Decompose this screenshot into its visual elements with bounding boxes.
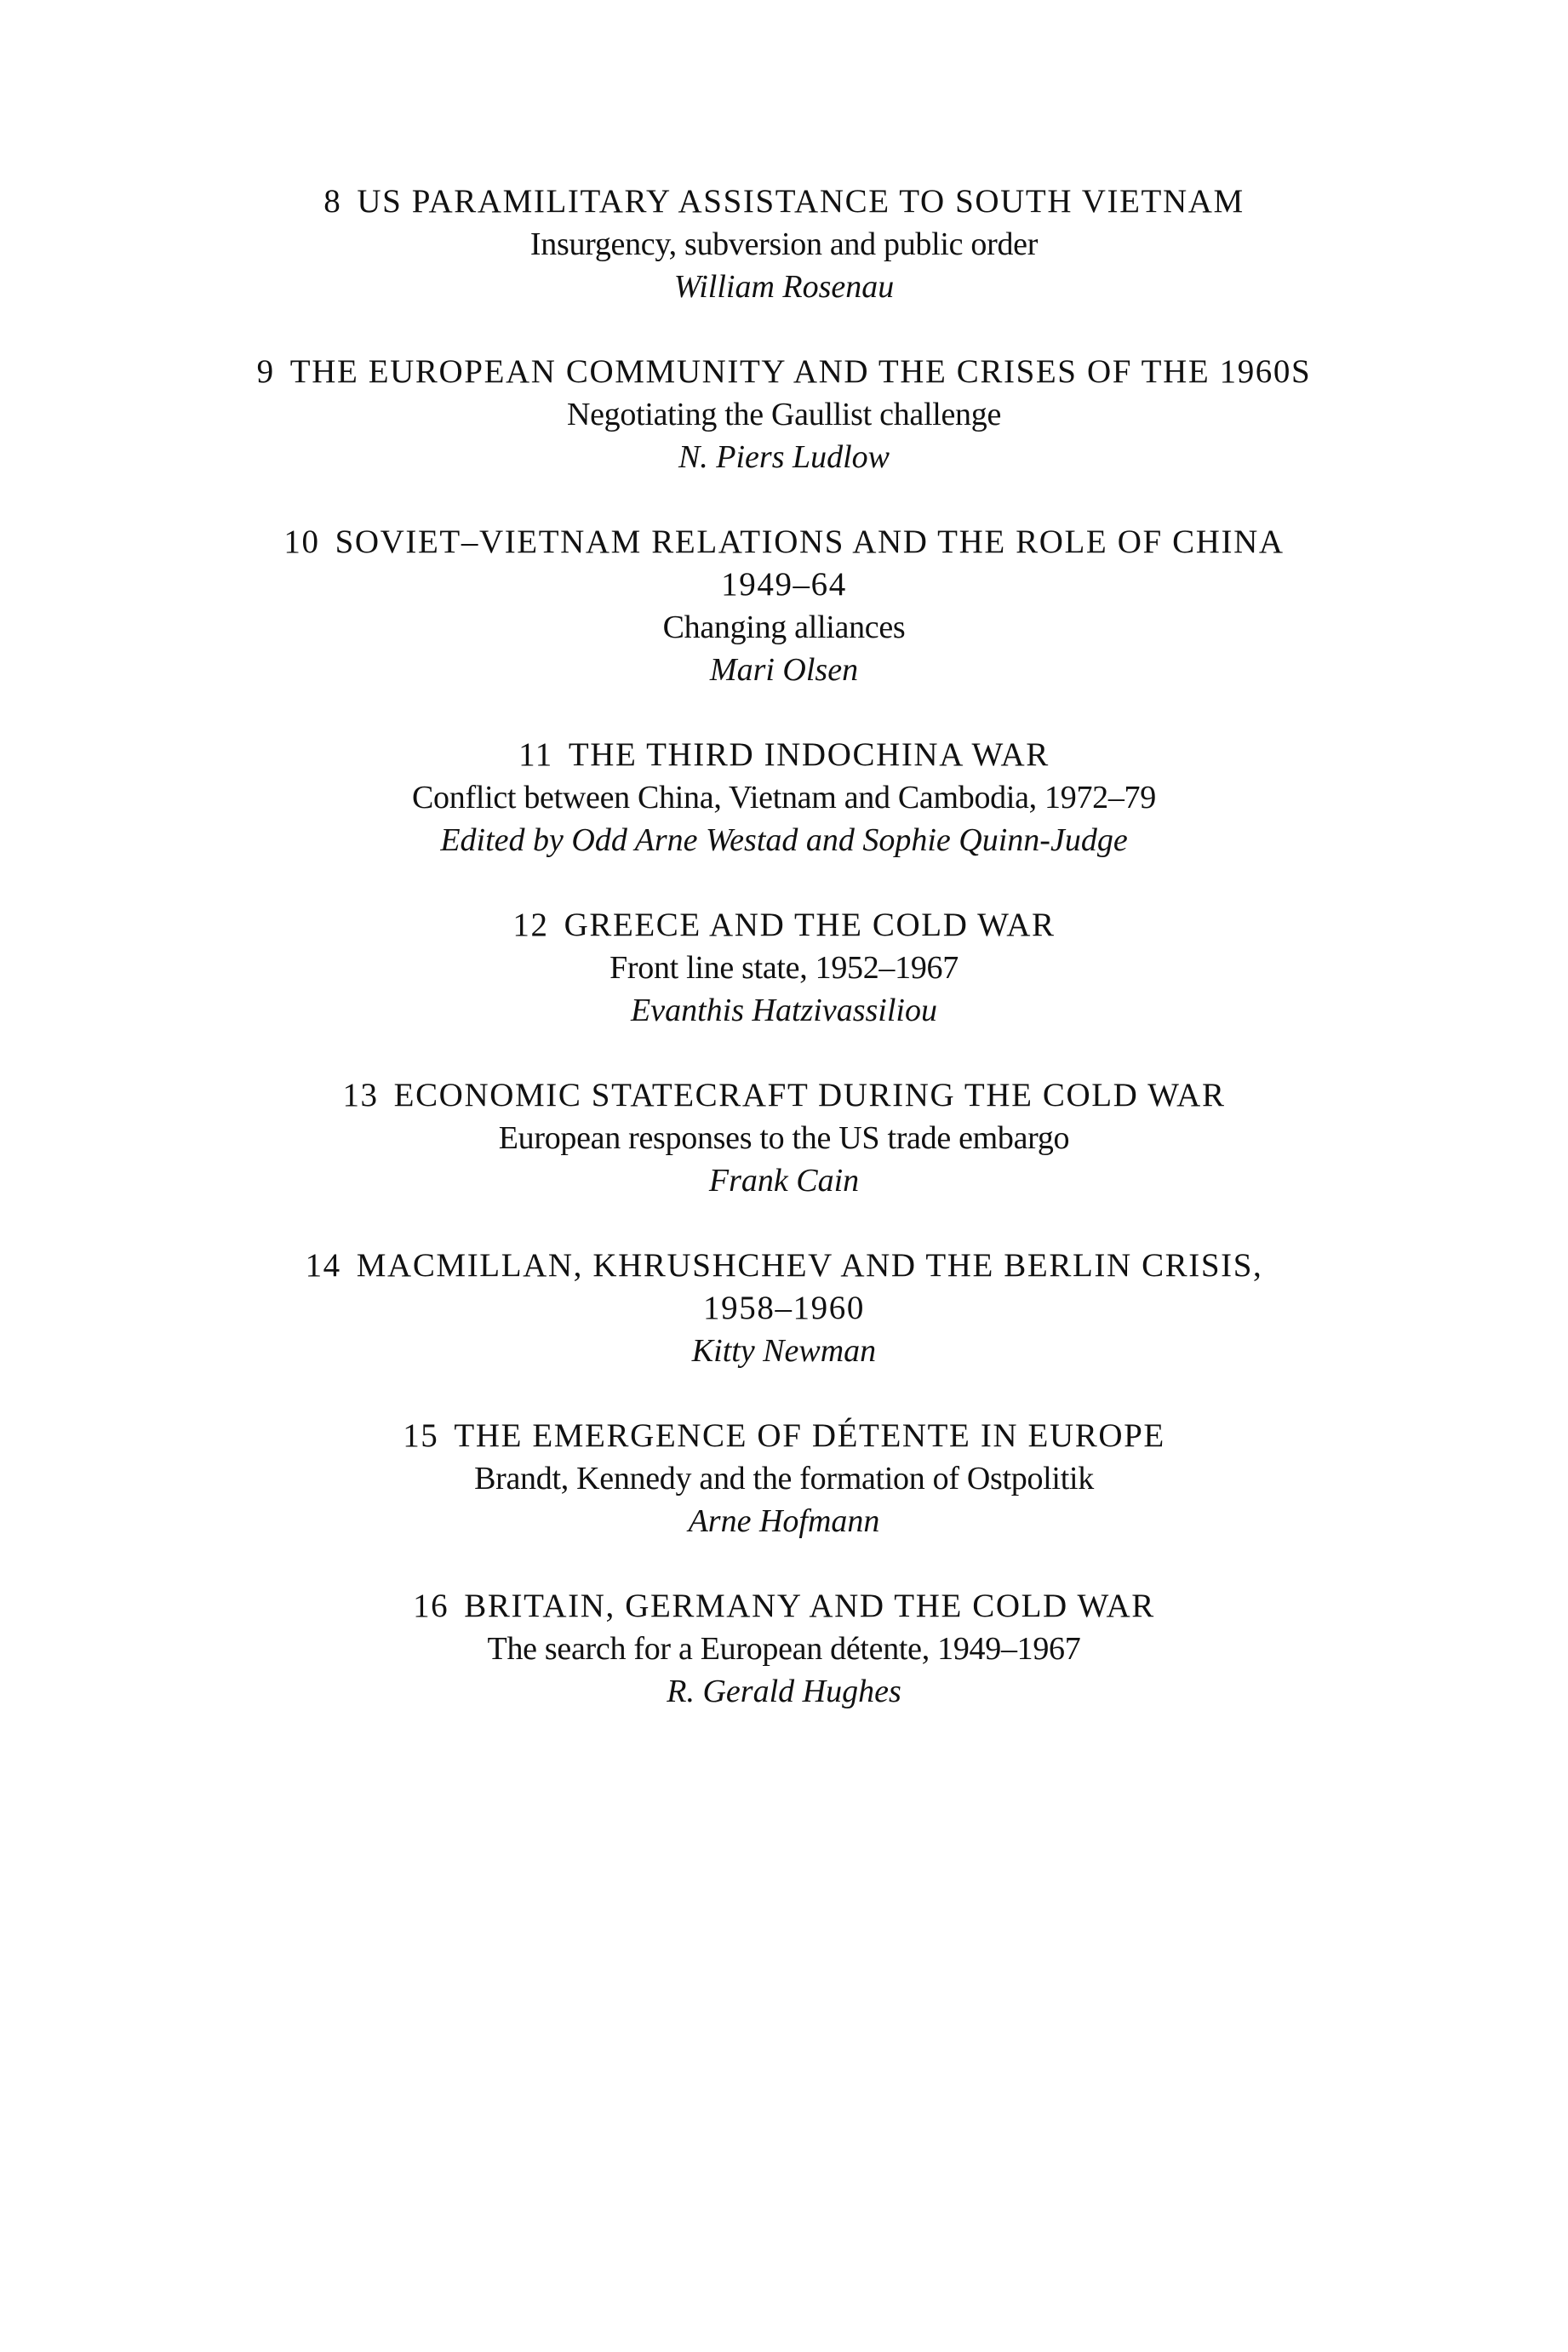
series-entry-11 bbox=[0, 734, 1568, 861]
entry-number: 9 bbox=[256, 353, 275, 390]
entry-author: William Rosenau bbox=[673, 269, 895, 305]
series-entry-13 bbox=[0, 1074, 1568, 1202]
entry-number: 16 bbox=[413, 1588, 449, 1624]
entry-title-continued: 1958–1960 bbox=[703, 1290, 865, 1326]
series-entry-8 bbox=[0, 180, 1568, 308]
series-entry-9 bbox=[0, 351, 1568, 478]
entry-author: Edited by Odd Arne Westad and Sophie Quinn-Judge bbox=[440, 822, 1128, 858]
entry-author: Evanthis Hatzivassiliou bbox=[631, 993, 937, 1028]
entry-heading bbox=[0, 521, 1568, 564]
series-entry-16 bbox=[0, 1585, 1568, 1713]
entry-author: Frank Cain bbox=[708, 1163, 860, 1199]
entry-title: GREECE AND THE COLD WAR bbox=[564, 907, 1056, 943]
entry-heading bbox=[0, 180, 1568, 223]
entry-subtitle: European responses to the US trade embargo bbox=[498, 1120, 1070, 1156]
series-entry-15 bbox=[0, 1415, 1568, 1542]
entry-subtitle: Changing alliances bbox=[662, 609, 906, 645]
entry-heading bbox=[0, 1585, 1568, 1628]
entry-number: 10 bbox=[283, 524, 320, 560]
entry-subtitle: Conflict between China, Vietnam and Cambodia, 1972–79 bbox=[412, 780, 1156, 815]
entry-author: Kitty Newman bbox=[691, 1333, 877, 1369]
entry-number: 8 bbox=[323, 183, 342, 220]
entry-author: Mari Olsen bbox=[709, 652, 859, 688]
entry-subtitle: The search for a European détente, 1949–1967 bbox=[487, 1631, 1081, 1667]
series-entry-10 bbox=[0, 521, 1568, 691]
entry-title: THE EMERGENCE OF DÉTENTE IN EUROPE bbox=[454, 1417, 1165, 1454]
entry-heading bbox=[0, 734, 1568, 776]
entry-heading bbox=[0, 351, 1568, 393]
entry-title: MACMILLAN, KHRUSHCHEV AND THE BERLIN CRISIS, bbox=[356, 1247, 1263, 1284]
entry-title: ECONOMIC STATECRAFT DURING THE COLD WAR bbox=[393, 1077, 1226, 1113]
entry-number: 13 bbox=[342, 1077, 379, 1113]
entry-heading bbox=[0, 1245, 1568, 1287]
entry-heading bbox=[0, 1415, 1568, 1457]
series-entry-14 bbox=[0, 1245, 1568, 1372]
entry-author: R. Gerald Hughes bbox=[667, 1674, 901, 1709]
entry-subtitle: Brandt, Kennedy and the formation of Ostpolitik bbox=[474, 1461, 1094, 1496]
entry-title: US PARAMILITARY ASSISTANCE TO SOUTH VIETNAM bbox=[357, 183, 1245, 220]
entry-subtitle: Front line state, 1952–1967 bbox=[609, 950, 959, 986]
entry-number: 14 bbox=[305, 1247, 341, 1284]
entry-heading bbox=[0, 904, 1568, 947]
entry-title: THE EUROPEAN COMMUNITY AND THE CRISES OF THE 1960S bbox=[289, 353, 1312, 390]
entry-number: 11 bbox=[518, 736, 553, 773]
entry-author: Arne Hofmann bbox=[688, 1503, 880, 1539]
entry-subtitle: Insurgency, subversion and public order bbox=[529, 226, 1039, 262]
entry-heading bbox=[0, 1074, 1568, 1117]
entry-subtitle: Negotiating the Gaullist challenge bbox=[566, 397, 1002, 432]
entry-number: 12 bbox=[512, 907, 549, 943]
entry-title: THE THIRD INDOCHINA WAR bbox=[568, 736, 1050, 773]
entry-author: N. Piers Ludlow bbox=[678, 439, 890, 475]
entry-title: BRITAIN, GERMANY AND THE COLD WAR bbox=[464, 1588, 1155, 1624]
entry-title-continued: 1949–64 bbox=[721, 566, 847, 603]
series-entry-12 bbox=[0, 904, 1568, 1032]
entry-title: SOVIET–VIETNAM RELATIONS AND THE ROLE OF CHINA bbox=[335, 524, 1285, 560]
entry-number: 15 bbox=[403, 1417, 439, 1454]
